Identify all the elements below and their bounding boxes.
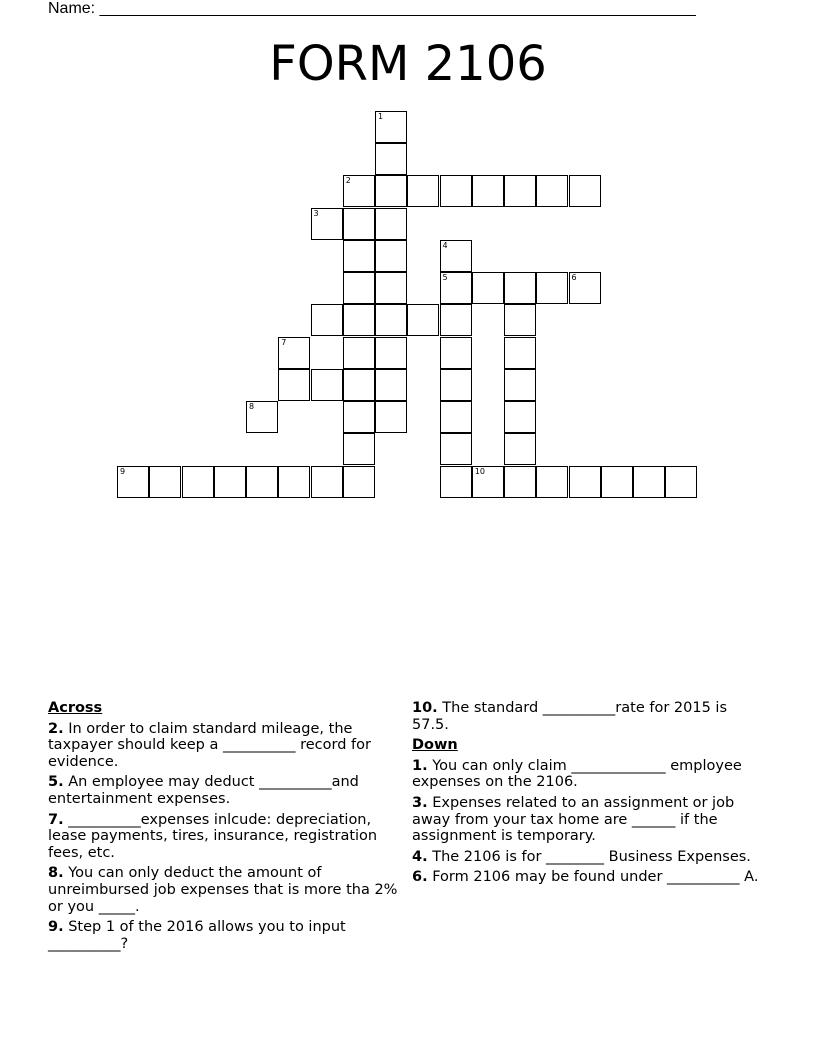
clue-text: You can only claim _____________ employee expenses on the 2106. <box>412 757 742 791</box>
crossword-cell[interactable] <box>601 466 633 498</box>
crossword-cell[interactable] <box>343 175 375 207</box>
crossword-cell[interactable] <box>311 208 343 240</box>
crossword-cell[interactable] <box>311 304 343 336</box>
crossword-cell[interactable] <box>504 466 536 498</box>
clue-number: 1. <box>412 757 428 774</box>
clues-column-right <box>412 700 768 890</box>
crossword-cell[interactable] <box>536 272 568 304</box>
crossword-cell[interactable] <box>375 337 407 369</box>
clue-number-label: 6 <box>571 273 577 282</box>
clue-down-4 <box>412 849 768 866</box>
clue-text: Form 2106 may be found under __________ A. <box>427 869 759 886</box>
clue-number: 10. <box>412 700 438 716</box>
crossword-cell[interactable] <box>375 240 407 272</box>
crossword-cell[interactable] <box>440 337 472 369</box>
crossword-cell[interactable] <box>665 466 697 498</box>
clue-number: 6. <box>412 869 428 886</box>
page-title: FORM 2106 <box>269 36 547 92</box>
clue-across-5 <box>48 774 404 807</box>
crossword-cell[interactable] <box>472 466 504 498</box>
clue-text: Step 1 of the 2016 allows you to input __________? <box>48 919 346 952</box>
crossword-cell[interactable] <box>375 111 407 143</box>
down-heading: Down <box>412 737 458 754</box>
crossword-cell[interactable] <box>536 466 568 498</box>
crossword-cell[interactable] <box>440 304 472 336</box>
crossword-cell[interactable] <box>214 466 246 498</box>
clue-text: __________expenses inlcude: depreciation, lease payments, tires, insurance, registration fees, etc. <box>48 811 378 861</box>
crossword-cell[interactable] <box>343 369 375 401</box>
clue-number-label: 2 <box>345 176 351 186</box>
clue-across-2 <box>48 721 404 771</box>
crossword-cell[interactable] <box>375 175 407 207</box>
crossword-cell[interactable] <box>343 304 375 336</box>
clue-across-10 <box>412 700 768 733</box>
crossword-cell[interactable] <box>407 175 439 207</box>
clue-number-label: 5 <box>442 273 448 282</box>
clue-text: The standard __________rate for 2015 is 57.5. <box>412 700 728 733</box>
crossword-cell[interactable] <box>311 369 343 401</box>
crossword-cell[interactable] <box>504 369 536 401</box>
crossword-cell[interactable] <box>343 401 375 433</box>
clue-number-label: 7 <box>281 337 287 347</box>
clue-number-label: 10 <box>474 466 485 476</box>
clue-number: 7. <box>48 811 64 828</box>
across-heading: Across <box>48 700 103 716</box>
clue-number-label: 1 <box>378 111 384 121</box>
crossword-cell[interactable] <box>375 143 407 175</box>
crossword-cell[interactable] <box>375 272 407 304</box>
clue-across-8 <box>48 865 404 915</box>
clue-text: You can only deduct the amount of unreimbursed job expenses that is more tha 2% or you _____. <box>48 865 398 915</box>
crossword-cell[interactable] <box>472 175 504 207</box>
crossword-cell[interactable] <box>504 272 536 304</box>
crossword-cell[interactable] <box>278 337 310 369</box>
clues-column-left <box>48 700 404 956</box>
crossword-cell[interactable] <box>246 401 278 433</box>
crossword-cell[interactable] <box>375 401 407 433</box>
crossword-cell[interactable] <box>504 304 536 336</box>
crossword-cell[interactable] <box>504 401 536 433</box>
crossword-cell[interactable] <box>182 466 214 498</box>
crossword-cell[interactable] <box>504 433 536 465</box>
crossword-cell[interactable] <box>440 272 472 304</box>
clue-across-9 <box>48 919 404 952</box>
crossword-cell[interactable] <box>472 272 504 304</box>
crossword-cell[interactable] <box>343 337 375 369</box>
crossword-cell[interactable] <box>375 369 407 401</box>
crossword-cell[interactable] <box>536 175 568 207</box>
crossword-cell[interactable] <box>278 466 310 498</box>
clue-text: An employee may deduct __________and entertainment expenses. <box>48 774 359 807</box>
clue-number: 4. <box>412 848 428 865</box>
clue-down-6 <box>412 869 768 886</box>
crossword-cell[interactable] <box>440 175 472 207</box>
crossword-cell[interactable] <box>440 369 472 401</box>
crossword-cell[interactable] <box>343 433 375 465</box>
crossword-cell[interactable] <box>311 466 343 498</box>
crossword-cell[interactable] <box>440 466 472 498</box>
crossword-cell[interactable] <box>246 466 278 498</box>
crossword-cell[interactable] <box>407 304 439 336</box>
crossword-cell[interactable] <box>278 369 310 401</box>
crossword-cell[interactable] <box>117 466 149 498</box>
clue-across-7 <box>48 812 404 862</box>
clue-number: 9. <box>48 919 64 936</box>
crossword-cell[interactable] <box>343 272 375 304</box>
crossword-cell[interactable] <box>149 466 181 498</box>
clue-down-1 <box>412 758 768 791</box>
clue-number-label: 8 <box>249 402 255 411</box>
clue-number: 8. <box>48 865 64 882</box>
crossword-cell[interactable] <box>440 401 472 433</box>
clue-number: 5. <box>48 774 64 791</box>
crossword-cell[interactable] <box>569 466 601 498</box>
clue-number-label: 3 <box>313 208 319 218</box>
clue-number: 2. <box>48 720 64 737</box>
clue-number-label: 9 <box>120 466 126 476</box>
clue-down-3 <box>412 795 768 845</box>
crossword-cell[interactable] <box>375 208 407 240</box>
crossword-cell[interactable] <box>440 240 472 272</box>
crossword-cell[interactable] <box>569 272 601 304</box>
crossword-cell[interactable] <box>504 337 536 369</box>
crossword-cell[interactable] <box>343 466 375 498</box>
clue-number-label: 4 <box>442 240 448 250</box>
crossword-cell[interactable] <box>375 304 407 336</box>
crossword-cell[interactable] <box>440 433 472 465</box>
clue-number: 3. <box>412 794 428 811</box>
crossword-cell[interactable] <box>343 208 375 240</box>
clue-text: The 2106 is for ________ Business Expenses. <box>427 848 751 865</box>
clue-text: In order to claim standard mileage, the taxpayer should keep a __________ record for evidence. <box>48 720 371 770</box>
crossword-cell[interactable] <box>569 175 601 207</box>
crossword-cell[interactable] <box>343 240 375 272</box>
crossword-cell[interactable] <box>504 175 536 207</box>
name-field-label: Name: ___________________________________________________________________ <box>48 0 696 17</box>
clue-text: Expenses related to an assignment or job away from your tax home are ______ if the assignment is temporary. <box>412 794 735 845</box>
crossword-cell[interactable] <box>633 466 665 498</box>
